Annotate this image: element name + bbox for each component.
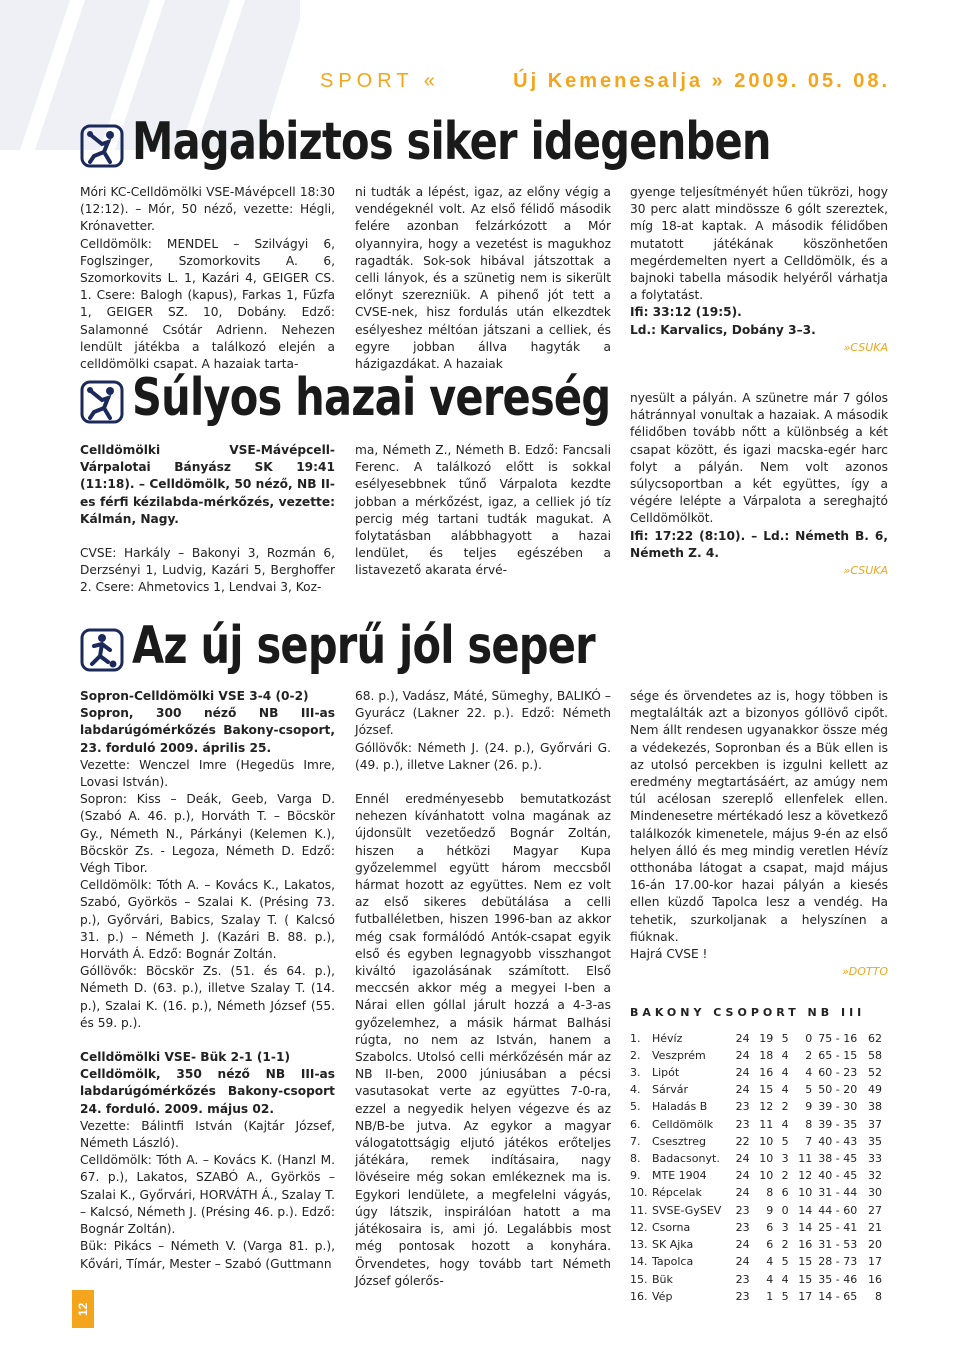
body-text: sége és örvendetes az is, hogy többen is megtalálták azt a bizonyos góllövő cipőt. Nem állt rendesen ugyanakkor össze még a védekezés, Sopronban és a Bük ellen is az utolsó percekben is izgulni kellett az eredmény megtartásáért, az amúgy nem túl acélosan szereplő ellenfelek ellen. Mindenesetre mértékadó lesz a következő találkozók kimenetele, május 9-én az első helyen álló és meg mindig veretlen Hévíz otthonába látogat a csapat, majd május 16-án 17.00-kor hazai pályán a kiesés ellen küzdő Tapolca lesz a vendég. Ha tehetik, szurkoljanak a helyszínen a fiúknak. bbox=[630, 689, 888, 944]
table-cell: 8. bbox=[630, 1152, 641, 1166]
table-cell: 4 bbox=[766, 1255, 774, 1269]
lineup-home: Sopron: Kiss – Deák, Geeb, Varga D. (Szabó A. 46. p.), Horváth T. – Böcskör Gy., Németh N., Párkányi (Kelemen K.), Böcskör Zs. - Legoza, Németh D. Edző: Végh Tibor. bbox=[80, 792, 335, 876]
table-cell: 21 bbox=[868, 1220, 882, 1234]
lineup-away: 68. p.), Vadász, Máté, Sümeghy, BALIKÓ – Gyurácz (Lakner 22. p.). Edző: Németh József. bbox=[355, 689, 611, 738]
page-header bbox=[320, 70, 890, 100]
table-cell: 24 bbox=[735, 1169, 750, 1183]
table-row bbox=[630, 1253, 888, 1270]
table-cell: 50 - 20 bbox=[818, 1083, 858, 1097]
table-cell: Répcelak bbox=[652, 1186, 702, 1200]
table-cell: 23 bbox=[735, 1100, 750, 1114]
table-cell: 39 - 30 bbox=[818, 1100, 858, 1114]
table-cell: 15 bbox=[798, 1272, 813, 1286]
table-cell: Badacsonyt. bbox=[652, 1152, 720, 1166]
publication-label: Új Kemenesalja » 2009. 05. 08. bbox=[513, 70, 890, 92]
table-cell: 14 bbox=[798, 1203, 813, 1217]
table-cell: SK Ajka bbox=[652, 1238, 694, 1252]
table-cell: 5 bbox=[781, 1134, 789, 1148]
table-cell: 49 bbox=[868, 1083, 882, 1097]
section-label: SPORT « bbox=[320, 70, 440, 92]
table-cell: 17 bbox=[798, 1289, 813, 1303]
table-cell: Csorna bbox=[652, 1220, 691, 1234]
table-cell: 25 - 41 bbox=[818, 1220, 858, 1234]
table-cell: 65 - 15 bbox=[818, 1048, 858, 1062]
table-cell: 2 bbox=[805, 1048, 813, 1062]
match-heading: Celldömölki VSE- Bük 2-1 (1-1) bbox=[80, 1050, 291, 1065]
match-info: Celldömölki VSE-Mávépcell-Várpalotai Bányász SK 19:41 (11:18). – Celldömölk, 50 néző, NB II-es férfi kézilabda-mérkőzés, vezette: Kálmán, Nagy. bbox=[80, 443, 335, 526]
table-cell: 7. bbox=[630, 1134, 641, 1148]
table-cell: 15 bbox=[798, 1255, 813, 1269]
table-cell: 9. bbox=[630, 1169, 641, 1183]
table-cell: 7 bbox=[805, 1134, 813, 1148]
table-cell: 16 bbox=[868, 1272, 882, 1286]
table-row bbox=[630, 1116, 888, 1133]
table-cell: 9 bbox=[766, 1203, 774, 1217]
table-cell: 17 bbox=[868, 1255, 882, 1269]
table-row bbox=[630, 1047, 888, 1064]
table-cell: 11. bbox=[630, 1203, 648, 1217]
table-cell: 14 bbox=[798, 1220, 813, 1234]
table-row bbox=[630, 1133, 888, 1150]
table-cell: MTE 1904 bbox=[652, 1169, 707, 1183]
scorers-text: Góllövők: Németh J. (24. p.), Győrvári G. (49. p.), illetve Lakner (26. p.). bbox=[355, 740, 611, 772]
table-cell: 24 bbox=[735, 1066, 750, 1080]
youth-result: Ifi: 33:12 (19:5). bbox=[630, 305, 742, 320]
table-cell: 24 bbox=[735, 1083, 750, 1097]
table-cell: 14. bbox=[630, 1255, 648, 1269]
table-cell: 58 bbox=[868, 1048, 882, 1062]
article2-col3 bbox=[630, 390, 888, 579]
table-row bbox=[630, 1081, 888, 1098]
lineup-away: Bük: Pikács – Németh V. (Varga 81. p.), Kővári, Tímár, Mester – Szabó (Guttmann bbox=[80, 1239, 335, 1271]
table-cell: Lipót bbox=[652, 1066, 680, 1080]
lineup-home: Celldömölk: Tóth A. – Kovács K. (Hanzl M. 67. p.), Lakatos, SZABÓ A., Györkös – Szalai K., Győrvári, HORVÁTH Á., Szalay T. – Kalcsó, Németh J. (Présing 46. p.). Edző: Bognár Zoltán). bbox=[80, 1153, 335, 1237]
table-cell: 24 bbox=[735, 1238, 750, 1252]
table-row bbox=[630, 1184, 888, 1201]
handball-player-icon bbox=[80, 124, 124, 168]
table-cell: 23 bbox=[735, 1272, 750, 1286]
article3-col3 bbox=[630, 688, 888, 1305]
table-cell: 4 bbox=[781, 1083, 789, 1097]
table-cell: 4. bbox=[630, 1083, 641, 1097]
match-heading: Sopron-Celldömölki VSE 3-4 (0-2) bbox=[80, 689, 309, 703]
table-cell: 8 bbox=[875, 1289, 882, 1303]
table-cell: 20 bbox=[868, 1238, 882, 1252]
table-row bbox=[630, 1064, 888, 1081]
table-cell: 31 - 53 bbox=[818, 1238, 858, 1252]
standings-table bbox=[630, 1030, 888, 1305]
body-text: gyenge teljesítményét hűen tükrözi, hogy 30 perc alatt mindössze 6 gólt szereztek, míg 18-at kaptak. A második félidőben mutatott játékának köszönhetően megérdemelten nyert a Celldömölk, és a bajnoki tabella második helyéről várhatja a folytatást. bbox=[630, 185, 888, 303]
table-cell: 35 - 46 bbox=[818, 1272, 858, 1286]
table-cell: 27 bbox=[868, 1203, 882, 1217]
table-cell: 24 bbox=[735, 1031, 750, 1045]
body-text: nyesült a pályán. A szünetre már 7 gólos hátránnyal vonultak a hazaiak. A második félidőben tovább nőtt a különbség a két csapat között, és igazi macska-egér harc folyt a pályán. Nem volt azonos súlycsoportban a két együttes, így a végére lelépte a Várpalota a sereghajtó Celldömölköt. bbox=[630, 391, 888, 526]
table-cell: 40 - 43 bbox=[818, 1134, 858, 1148]
table-cell: 30 bbox=[868, 1186, 882, 1200]
table-cell: 8 bbox=[766, 1186, 774, 1200]
table-cell: 44 - 60 bbox=[818, 1203, 858, 1217]
table-cell: 11 bbox=[798, 1152, 813, 1166]
table-cell: 4 bbox=[781, 1066, 789, 1080]
table-cell: 4 bbox=[781, 1117, 789, 1131]
table-cell: 28 - 73 bbox=[818, 1255, 858, 1269]
lineup-away: Celldömölk: Tóth A. – Kovács K., Lakatos, Szabó, Györkös – Szalai K. (Présing 73. p.), Győrvári, Babics, Szalay T. ( Kalcsó 31. p.) – Németh J. (Kazári B. 88. p.), Horváth Á. Edző: Bognár Zoltán. bbox=[80, 878, 335, 962]
body-text: ma, Németh Z., Németh B. Edző: Fancsali Ferenc. A találkozó előtt is sokkal esélyesebbnek tűnő Várpalota kezdte jobban a mérkőzést, igaz, a celliek jó tíz percig még tartani tudták magukat. A folytatásban alábbhagyott a hazai lendület, és teljes egészében a listavezető akarata érvé- bbox=[355, 443, 611, 578]
table-cell: Sárvár bbox=[652, 1083, 689, 1097]
table-cell: 2 bbox=[781, 1238, 789, 1252]
table-cell: 62 bbox=[868, 1031, 882, 1045]
article-title-3: Az új seprű jól seper bbox=[132, 616, 595, 676]
table-cell: Tapolca bbox=[652, 1255, 694, 1269]
table-cell: 2 bbox=[781, 1100, 789, 1114]
article3-col2 bbox=[355, 688, 611, 1290]
table-cell: 10 bbox=[759, 1169, 774, 1183]
article1-col3 bbox=[630, 184, 888, 356]
table-cell: 10 bbox=[759, 1152, 774, 1166]
table-cell: 4 bbox=[781, 1272, 789, 1286]
table-cell: 13. bbox=[630, 1238, 648, 1252]
table-cell: 24 bbox=[735, 1255, 750, 1269]
table-cell: 40 - 45 bbox=[818, 1169, 858, 1183]
table-cell: 12 bbox=[759, 1100, 774, 1114]
table-cell: 9 bbox=[805, 1100, 813, 1114]
girls-result: Ld.: Karvalics, Dobány 3–3. bbox=[630, 322, 816, 337]
table-cell: 3. bbox=[630, 1066, 641, 1080]
table-cell: 5 bbox=[781, 1289, 789, 1303]
table-cell: 15 bbox=[759, 1083, 774, 1097]
table-cell: 18 bbox=[759, 1048, 774, 1062]
table-cell: 15. bbox=[630, 1272, 648, 1286]
page-number: 12 bbox=[72, 1290, 94, 1328]
table-cell: 32 bbox=[868, 1169, 882, 1183]
table-cell: 52 bbox=[868, 1066, 882, 1080]
match-info: Móri KC-Celldömölki VSE-Mávépcell 18:30 (12:12). – Mór, 50 néző, vezette: Hégli, Krónavetter. bbox=[80, 185, 335, 234]
referee-text: Vezette: Wenczel Imre (Hegedüs Imre, Lovasi István). bbox=[80, 757, 335, 790]
table-cell: 23 bbox=[735, 1289, 750, 1303]
table-cell: Haladás B bbox=[652, 1100, 708, 1114]
table-cell: 6. bbox=[630, 1117, 641, 1131]
table-cell: 2 bbox=[781, 1169, 789, 1183]
table-cell: 75 - 16 bbox=[818, 1031, 858, 1045]
table-cell: 11 bbox=[759, 1117, 774, 1131]
table-cell: Veszprém bbox=[652, 1048, 706, 1062]
table-cell: 38 bbox=[868, 1100, 882, 1114]
table-cell: Vép bbox=[652, 1289, 673, 1303]
table-cell: 4 bbox=[805, 1066, 813, 1080]
table-cell: 23 bbox=[735, 1117, 750, 1131]
table-cell: 0 bbox=[805, 1031, 813, 1045]
table-row bbox=[630, 1219, 888, 1236]
match-info: Sopron, 300 néző NB III-as labdarúgómérkőzés Bakony-csoport, 23. forduló 2009. április 25. bbox=[80, 706, 335, 755]
table-cell: Celldömölk bbox=[652, 1117, 714, 1131]
table-row bbox=[630, 1167, 888, 1184]
author-signature: »CSUKA bbox=[843, 564, 888, 578]
table-cell: 1 bbox=[766, 1289, 774, 1303]
handball-player-icon bbox=[80, 380, 124, 424]
table-cell: 5 bbox=[781, 1255, 789, 1269]
referee-text: Vezette: Bálintfi István (Kajtár József, Németh László). bbox=[80, 1118, 335, 1151]
scorers-text: Góllövők: Böcskör Zs. (51. és 64. p.), Németh D. (63. p.), illetve Szalay T. (14. p.), Szalai K. (16. p.), Németh József (55. és 59. p.). bbox=[80, 964, 335, 1030]
table-cell: 24 bbox=[735, 1048, 750, 1062]
table-cell: 5 bbox=[805, 1083, 813, 1097]
table-cell: Hévíz bbox=[652, 1031, 683, 1045]
article2-col2 bbox=[355, 442, 611, 580]
table-cell: Csesztreg bbox=[652, 1134, 707, 1148]
table-cell: 23 bbox=[735, 1220, 750, 1234]
table-cell: 38 - 45 bbox=[818, 1152, 858, 1166]
table-cell: 3 bbox=[781, 1220, 789, 1234]
table-cell: 3 bbox=[781, 1152, 789, 1166]
table-row bbox=[630, 1288, 888, 1305]
table-row bbox=[630, 1098, 888, 1115]
table-cell: 14 - 65 bbox=[818, 1289, 858, 1303]
article3-col1 bbox=[80, 688, 335, 1273]
table-cell: 23 bbox=[735, 1203, 750, 1217]
author-signature: »CSUKA bbox=[843, 340, 888, 354]
table-cell: Bük bbox=[652, 1272, 673, 1286]
table-cell: 0 bbox=[781, 1203, 789, 1217]
body-text: ni tudták a lépést, igaz, az előny végig a vendégeknél volt. Az első félidő második felére azonban felzárkózott a Mór olyannyira, hogy a vezetést is magukhoz ragadták. Sok-sok hibával játszottak a celli lányok, és a szünetig nem is sikerült előnyt szerezniük. A pihenő jót tett a CVSE-nek, hisz fordulás után elkezdtek esélyeshez méltóan játszani a celliek, és egyre jobban állva hagyták a házigazdákat. A hazaiak bbox=[355, 185, 611, 372]
table-cell: 1. bbox=[630, 1031, 641, 1045]
author-signature: »DOTTO bbox=[841, 965, 888, 979]
table-cell: 24 bbox=[735, 1152, 750, 1166]
table-cell: 33 bbox=[868, 1152, 882, 1166]
table-cell: 8 bbox=[805, 1117, 813, 1131]
table-cell: 19 bbox=[759, 1031, 774, 1045]
table-cell: 35 bbox=[868, 1134, 882, 1148]
table-row bbox=[630, 1271, 888, 1288]
table-cell: 60 - 23 bbox=[818, 1066, 858, 1080]
match-info: Celldömölk, 350 néző NB III-as labdarúgómérkőzés Bakony-csoport 24. forduló. 2009. május 02. bbox=[80, 1067, 335, 1116]
table-cell: 31 - 44 bbox=[818, 1186, 858, 1200]
table-row bbox=[630, 1202, 888, 1219]
table-cell: 16 bbox=[798, 1238, 813, 1252]
lineup-text: CVSE: Harkály – Bakonyi 3, Rozmán 6, Derzsényi 1, Ludvig, Kazári 5, Berghoffer 2. Csere: Ahmetovics 1, Lendvai 3, Koz- bbox=[80, 546, 335, 595]
article2-col1 bbox=[80, 442, 335, 597]
table-row bbox=[630, 1030, 888, 1047]
table-cell: 10 bbox=[798, 1186, 813, 1200]
article-title-2: Súlyos hazai vereség bbox=[132, 368, 611, 428]
youth-result: Ifi: 17:22 (8:10). – Ld.: Németh B. 6, Németh Z. 4. bbox=[630, 528, 888, 560]
table-cell: 37 bbox=[868, 1117, 882, 1131]
table-cell: 12. bbox=[630, 1220, 648, 1234]
table-cell: 6 bbox=[781, 1186, 789, 1200]
table-cell: 4 bbox=[766, 1272, 774, 1286]
body-text: Ennél eredményesebb bemutatkozást nehezen kívánhatott volna magának az újdonsült vezetőedző Bognár Zoltán, hiszen a hétközi Magyar Kupa győzelemmel együtt három meccsből hármat hozott az együttes. Nem ez volt az első sikeres debütálása a celli futballéletben, hiszen 1996-ban az akkor még csak formálódó Antók-csapat egyik első és egyben legnagyobb visszhangot kiváltó igazolásának számított. Első meccsén akkor még a megyei I-ben a Nárai ellen góllal járult hozzá a 4-3-as győzelemhez, a másik hármat Balhási rúgta, no nem az István, hanem a Szabolcs. Utolsó celli mérkőzésén már az NB II-ben, 2000 júniusában a pécsi vasutasokat verte az együttes 7-0-ra, ezzel a negyedik helyen végezve és az NB/B-be jutva. Az egykor a magyar válogatottságig eljutó játékos erőteljes játékára, remek indításaira, nagy lövéseire még sokan emlékeznek ma is. Egykori lendülete, a megfelelni vágyás, úgy látszik, inspirálóan hatott a ma játékosaira is, ami jó. Legalábbis most még pontosak hozott a konyhára. Örvendetes, hogy tovább tart Németh József gólerős- bbox=[355, 792, 611, 1288]
table-cell: SVSE-GySEV bbox=[652, 1203, 722, 1217]
football-player-icon bbox=[80, 628, 124, 672]
lineup-text: Celldömölk: MENDEL – Szilvágyi 6, Foglszinger, Szomorkovits A. 6, Szomorkovits L. 1, Kazári 4, GEIGER CS. 1. Csere: Balogh (kapus), Farkas 1, Fűzfa 1, GEIGER SZ. 10, Dobány. Edző: Salamonné Csótár Adrienn. Nehezen lendült játékba a találkozó elején a celldömölki csapat. A hazaiak tarta- bbox=[80, 236, 335, 372]
table-cell: 24 bbox=[735, 1186, 750, 1200]
article1-col1 bbox=[80, 184, 335, 373]
table-cell: 16. bbox=[630, 1289, 648, 1303]
table-cell: 10 bbox=[759, 1134, 774, 1148]
table-cell: 5 bbox=[781, 1031, 789, 1045]
table-cell: 39 - 35 bbox=[818, 1117, 858, 1131]
table-cell: 10. bbox=[630, 1186, 648, 1200]
table-cell: 2. bbox=[630, 1048, 641, 1062]
article1-col2 bbox=[355, 184, 611, 373]
table-cell: 6 bbox=[766, 1238, 774, 1252]
table-cell: 4 bbox=[781, 1048, 789, 1062]
article-title-1: Magabiztos siker idegenben bbox=[132, 112, 771, 172]
table-row bbox=[630, 1236, 888, 1253]
table-cell: 6 bbox=[766, 1220, 774, 1234]
table-cell: 12 bbox=[798, 1169, 813, 1183]
table-cell: 16 bbox=[759, 1066, 774, 1080]
table-cell: 5. bbox=[630, 1100, 641, 1114]
standings-title: BAKONY CSOPORT NB III bbox=[630, 1006, 866, 1020]
table-row bbox=[630, 1150, 888, 1167]
closing-text: Hajrá CVSE ! bbox=[630, 947, 708, 962]
table-cell: 22 bbox=[735, 1134, 750, 1148]
